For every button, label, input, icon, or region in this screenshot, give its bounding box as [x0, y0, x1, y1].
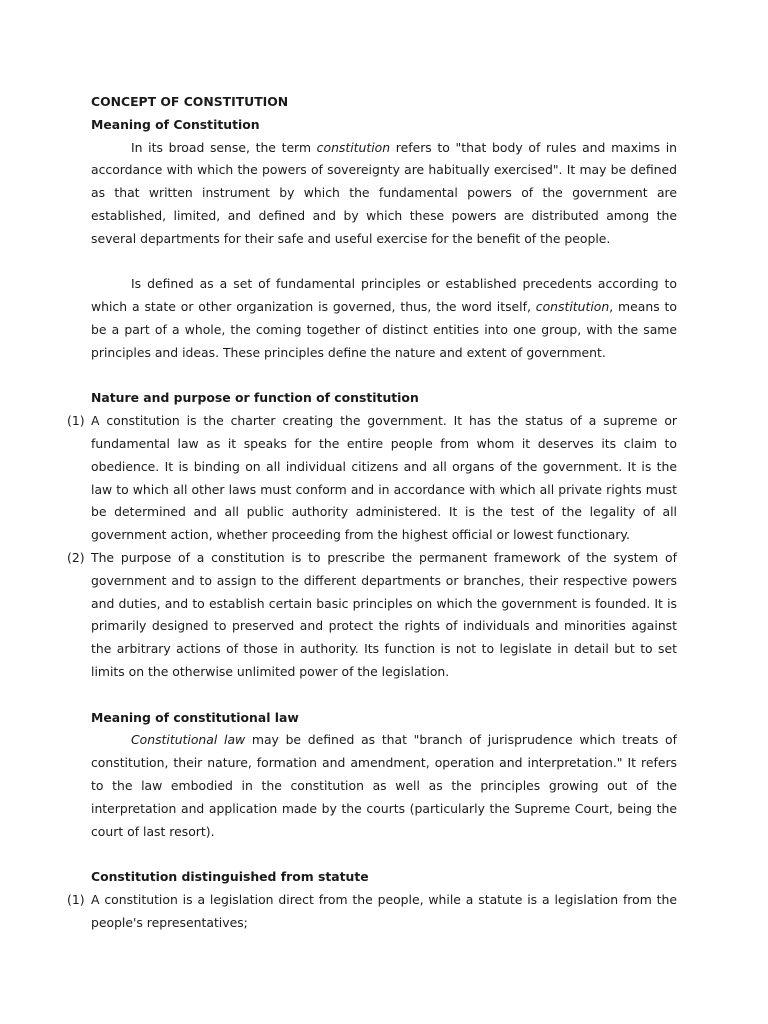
nature-item-1-text: A constitution is the charter creating the government. It has the status of a supreme or fundamental law as it speaks for the entire people from whom it deserves its claim to obedience. It is binding on all individual citizens and all organs of the government. It is the law to which all other laws must conform and in accordance with which all private rights must be determined and all public authority administered. It is the test of the legality of all government action, whether proceeding from the highest official or lowest functionary. — [91, 413, 677, 543]
nature-item-2-number: (2) — [67, 549, 85, 565]
meaning-paragraph-2 — [91, 273, 677, 364]
distinguished-item-1-text: A constitution is a legislation direct from the people, while a statute is a legislation from the people's representatives; — [91, 891, 677, 930]
meaning-paragraph-1 — [91, 137, 677, 251]
paragraph-gap — [91, 684, 677, 707]
nature-item-2 — [67, 547, 677, 684]
meaning-p2-lead: Is defined as a set of fundamental principles or established precedents according to which a state or other organization is governed, thus, the word itself, — [91, 276, 677, 315]
paragraph-gap — [91, 843, 677, 866]
section-heading-nature: Nature and purpose or function of constitution — [91, 390, 419, 406]
paragraph-gap — [91, 251, 677, 274]
distinguished-item-1-number: (1) — [67, 891, 85, 907]
section-heading-distinguished: Constitution distinguished from statute — [91, 869, 369, 885]
meaning-p1-lead: In its broad sense, the term — [131, 139, 317, 155]
distinguished-item-1 — [67, 889, 677, 935]
constitutional-law-paragraph — [91, 729, 677, 843]
meaning-p1-term: constitution — [316, 139, 391, 155]
nature-item-1 — [67, 410, 677, 547]
section-heading-meaning: Meaning of Constitution — [91, 116, 260, 132]
nature-item-2-text: The purpose of a constitution is to prescribe the permanent framework of the system of government and to assign to the different departments or branches, their respective powers and duties, and to establish certain basic principles on which the government is founded. It is primarily designed to preserved and protect the rights of individuals and minorities against the arbitrary actions of those in authority. Its function is not to legislate in detail but to set limits on the otherwise unlimited power of the legislation. — [91, 549, 677, 679]
meaning-p1-rest: refers to "that body of rules and maxims in accordance with which the powers of sovereignty are habitually exercised". It may be defined as that written instrument by which the fundamental powers of the government are established, limited, and defined and by which these powers are distributed among the several departments for their safe and useful exercise for the benefit of the people. — [91, 139, 677, 246]
nature-item-1-number: (1) — [67, 413, 85, 429]
meaning-p2-rest: , means to be a part of a whole, the coming together of distinct entities into one group, with the same principles and ideas. These principles define the nature and extent of government. — [91, 299, 677, 360]
paragraph-gap — [91, 365, 677, 388]
document-title: CONCEPT OF CONSTITUTION — [91, 94, 289, 109]
constitutional-law-term: Constitutional law — [131, 732, 246, 748]
constitutional-law-rest: may be defined as that "branch of jurisprudence which treats of constitution, their nature, formation and amendment, operation and interpretation." It refers to the law embodied in the constitution as well as the principles growing out of the interpretation and application made by the courts (particularly the Supreme Court, being the court of last resort). — [91, 732, 677, 839]
document-body — [67, 91, 677, 934]
meaning-p2-term: constitution — [535, 299, 610, 315]
section-heading-constitutional-law: Meaning of constitutional law — [91, 709, 299, 725]
